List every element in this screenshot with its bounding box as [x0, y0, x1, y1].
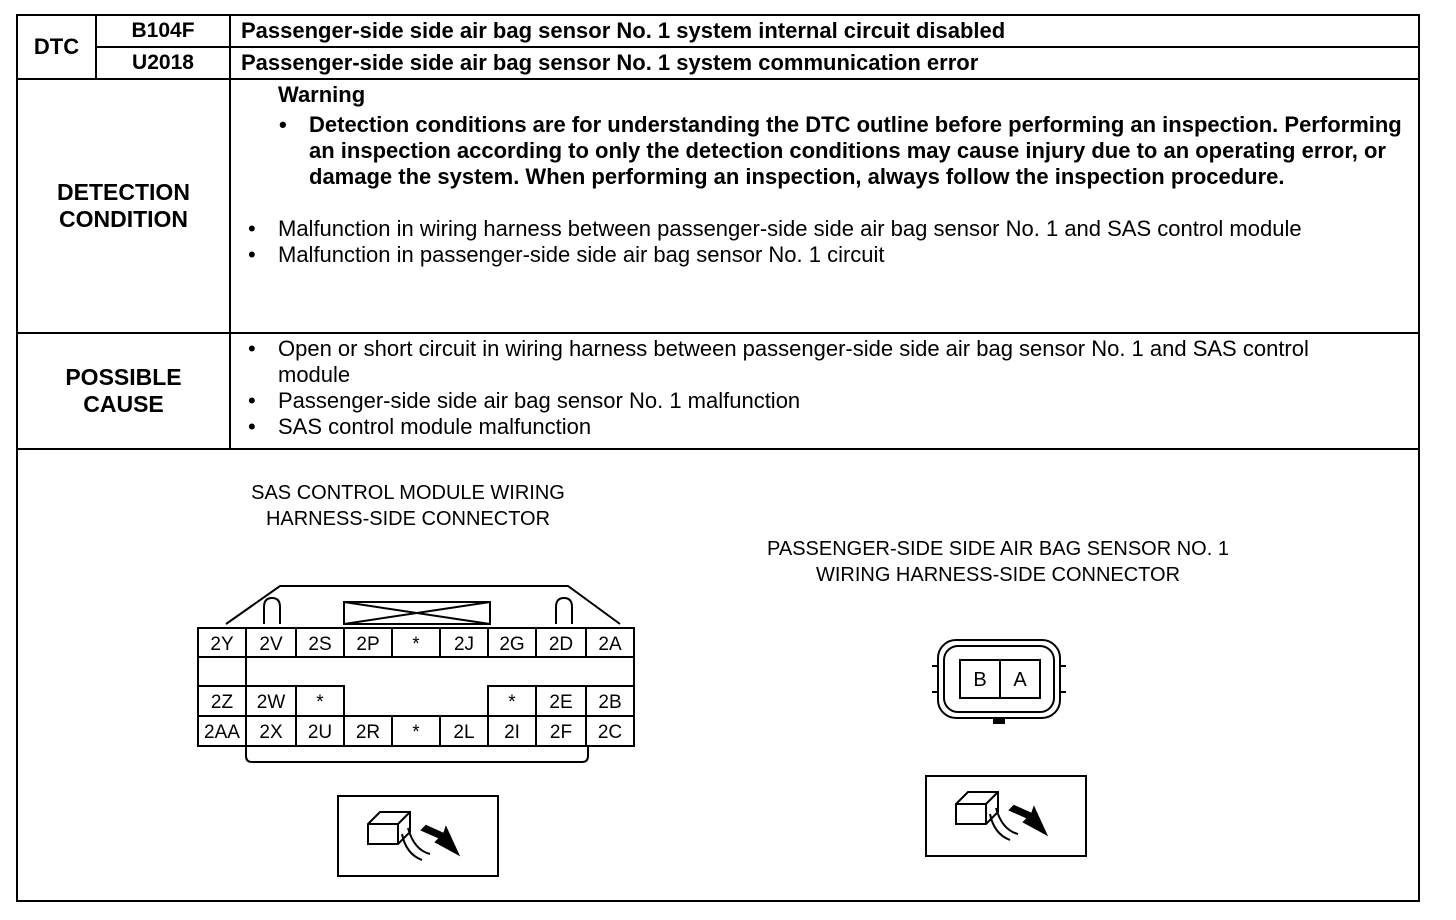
warning-list [231, 112, 1418, 190]
sas-pin-label: 2D [548, 634, 574, 655]
dtc-code: U2018 [96, 47, 230, 79]
cause-item: • Open or short circuit in wiring harness between passenger-side side air bag sensor No. 1 and SAS control module [278, 336, 1418, 388]
sas-pin-label: 2J [453, 634, 475, 655]
sas-pin-label: 2I [504, 722, 520, 743]
dtc-label: DTC [18, 16, 96, 79]
sensor-pin-label: A [1013, 669, 1027, 691]
warning-item: • Detection conditions are for understanding the DTC outline before performing an inspection. Performing an inspection according to only the detection conditions may cause injury due to an operating error, or damage the system. When performing an inspection, always follow the inspection procedure. [309, 112, 1418, 190]
sas-pin-label: 2E [549, 692, 573, 713]
possible-cause-content [230, 333, 1418, 449]
dtc-description: Passenger-side side air bag sensor No. 1 system internal circuit disabled [230, 16, 1418, 47]
sas-pin-label: 2G [499, 634, 525, 655]
detection-label-line1: DETECTION [57, 179, 190, 205]
sas-pin-label: 2L [453, 722, 475, 743]
harness-side-view-icon [926, 776, 1086, 856]
dtc-document [16, 14, 1420, 902]
sas-pin-label: 2C [597, 722, 623, 743]
connector-drawings [18, 456, 1418, 900]
possible-label-line2: CAUSE [83, 391, 164, 417]
caption-line: WIRING HARNESS-SIDE CONNECTOR [815, 564, 1181, 586]
caption-line: PASSENGER-SIDE SIDE AIR BAG SENSOR NO. 1 [767, 538, 1229, 560]
sas-pin-label: * [412, 634, 420, 655]
sas-pin-label: 2S [308, 634, 332, 655]
sas-pin-label: 2U [307, 722, 333, 743]
sas-pin-label: 2Z [210, 692, 234, 713]
caption-line: SAS CONTROL MODULE WIRING [251, 482, 565, 504]
sas-pin-label: * [508, 692, 516, 713]
sas-pin-label: 2R [355, 722, 381, 743]
sas-pin-label: * [316, 692, 324, 713]
detection-condition-content [230, 79, 1418, 333]
caption-line: HARNESS-SIDE CONNECTOR [265, 508, 551, 530]
harness-side-view-icon [338, 796, 498, 876]
cause-item: • SAS control module malfunction [278, 414, 1418, 440]
sas-pin-label: 2F [549, 722, 573, 743]
detection-item: • Malfunction in wiring harness between passenger-side side air bag sensor No. 1 and SAS control module [278, 216, 1418, 242]
possible-cause-list [231, 336, 1418, 440]
cause-item: • Passenger-side side air bag sensor No. 1 malfunction [278, 388, 1418, 414]
detection-condition-label [18, 79, 230, 333]
dtc-code: B104F [96, 16, 230, 47]
detection-list [231, 216, 1418, 268]
sas-pin-label: 2A [598, 634, 622, 655]
sensor-connector [932, 640, 1066, 723]
sas-pin-label: 2V [259, 634, 283, 655]
sas-pin-label: 2W [256, 692, 286, 713]
sas-pin-label: 2Y [210, 634, 234, 655]
connector-diagram-area [18, 456, 1418, 900]
dtc-table [18, 16, 1418, 450]
sas-pin-label: 2X [259, 722, 283, 743]
detection-item: • Malfunction in passenger-side side air bag sensor No. 1 circuit [278, 242, 1418, 268]
sas-pin-label: 2P [356, 634, 380, 655]
sas-pin-label: 2B [598, 692, 622, 713]
warning-title: Warning [278, 82, 366, 107]
dtc-description: Passenger-side side air bag sensor No. 1 system communication error [230, 47, 1418, 79]
possible-label-line1: POSSIBLE [65, 364, 182, 390]
detection-label-line2: CONDITION [58, 206, 189, 232]
possible-cause-label [18, 333, 230, 449]
sas-pin-label: 2AA [204, 722, 240, 743]
sensor-pin-label: B [973, 669, 987, 691]
sas-pin-label: * [412, 722, 420, 743]
